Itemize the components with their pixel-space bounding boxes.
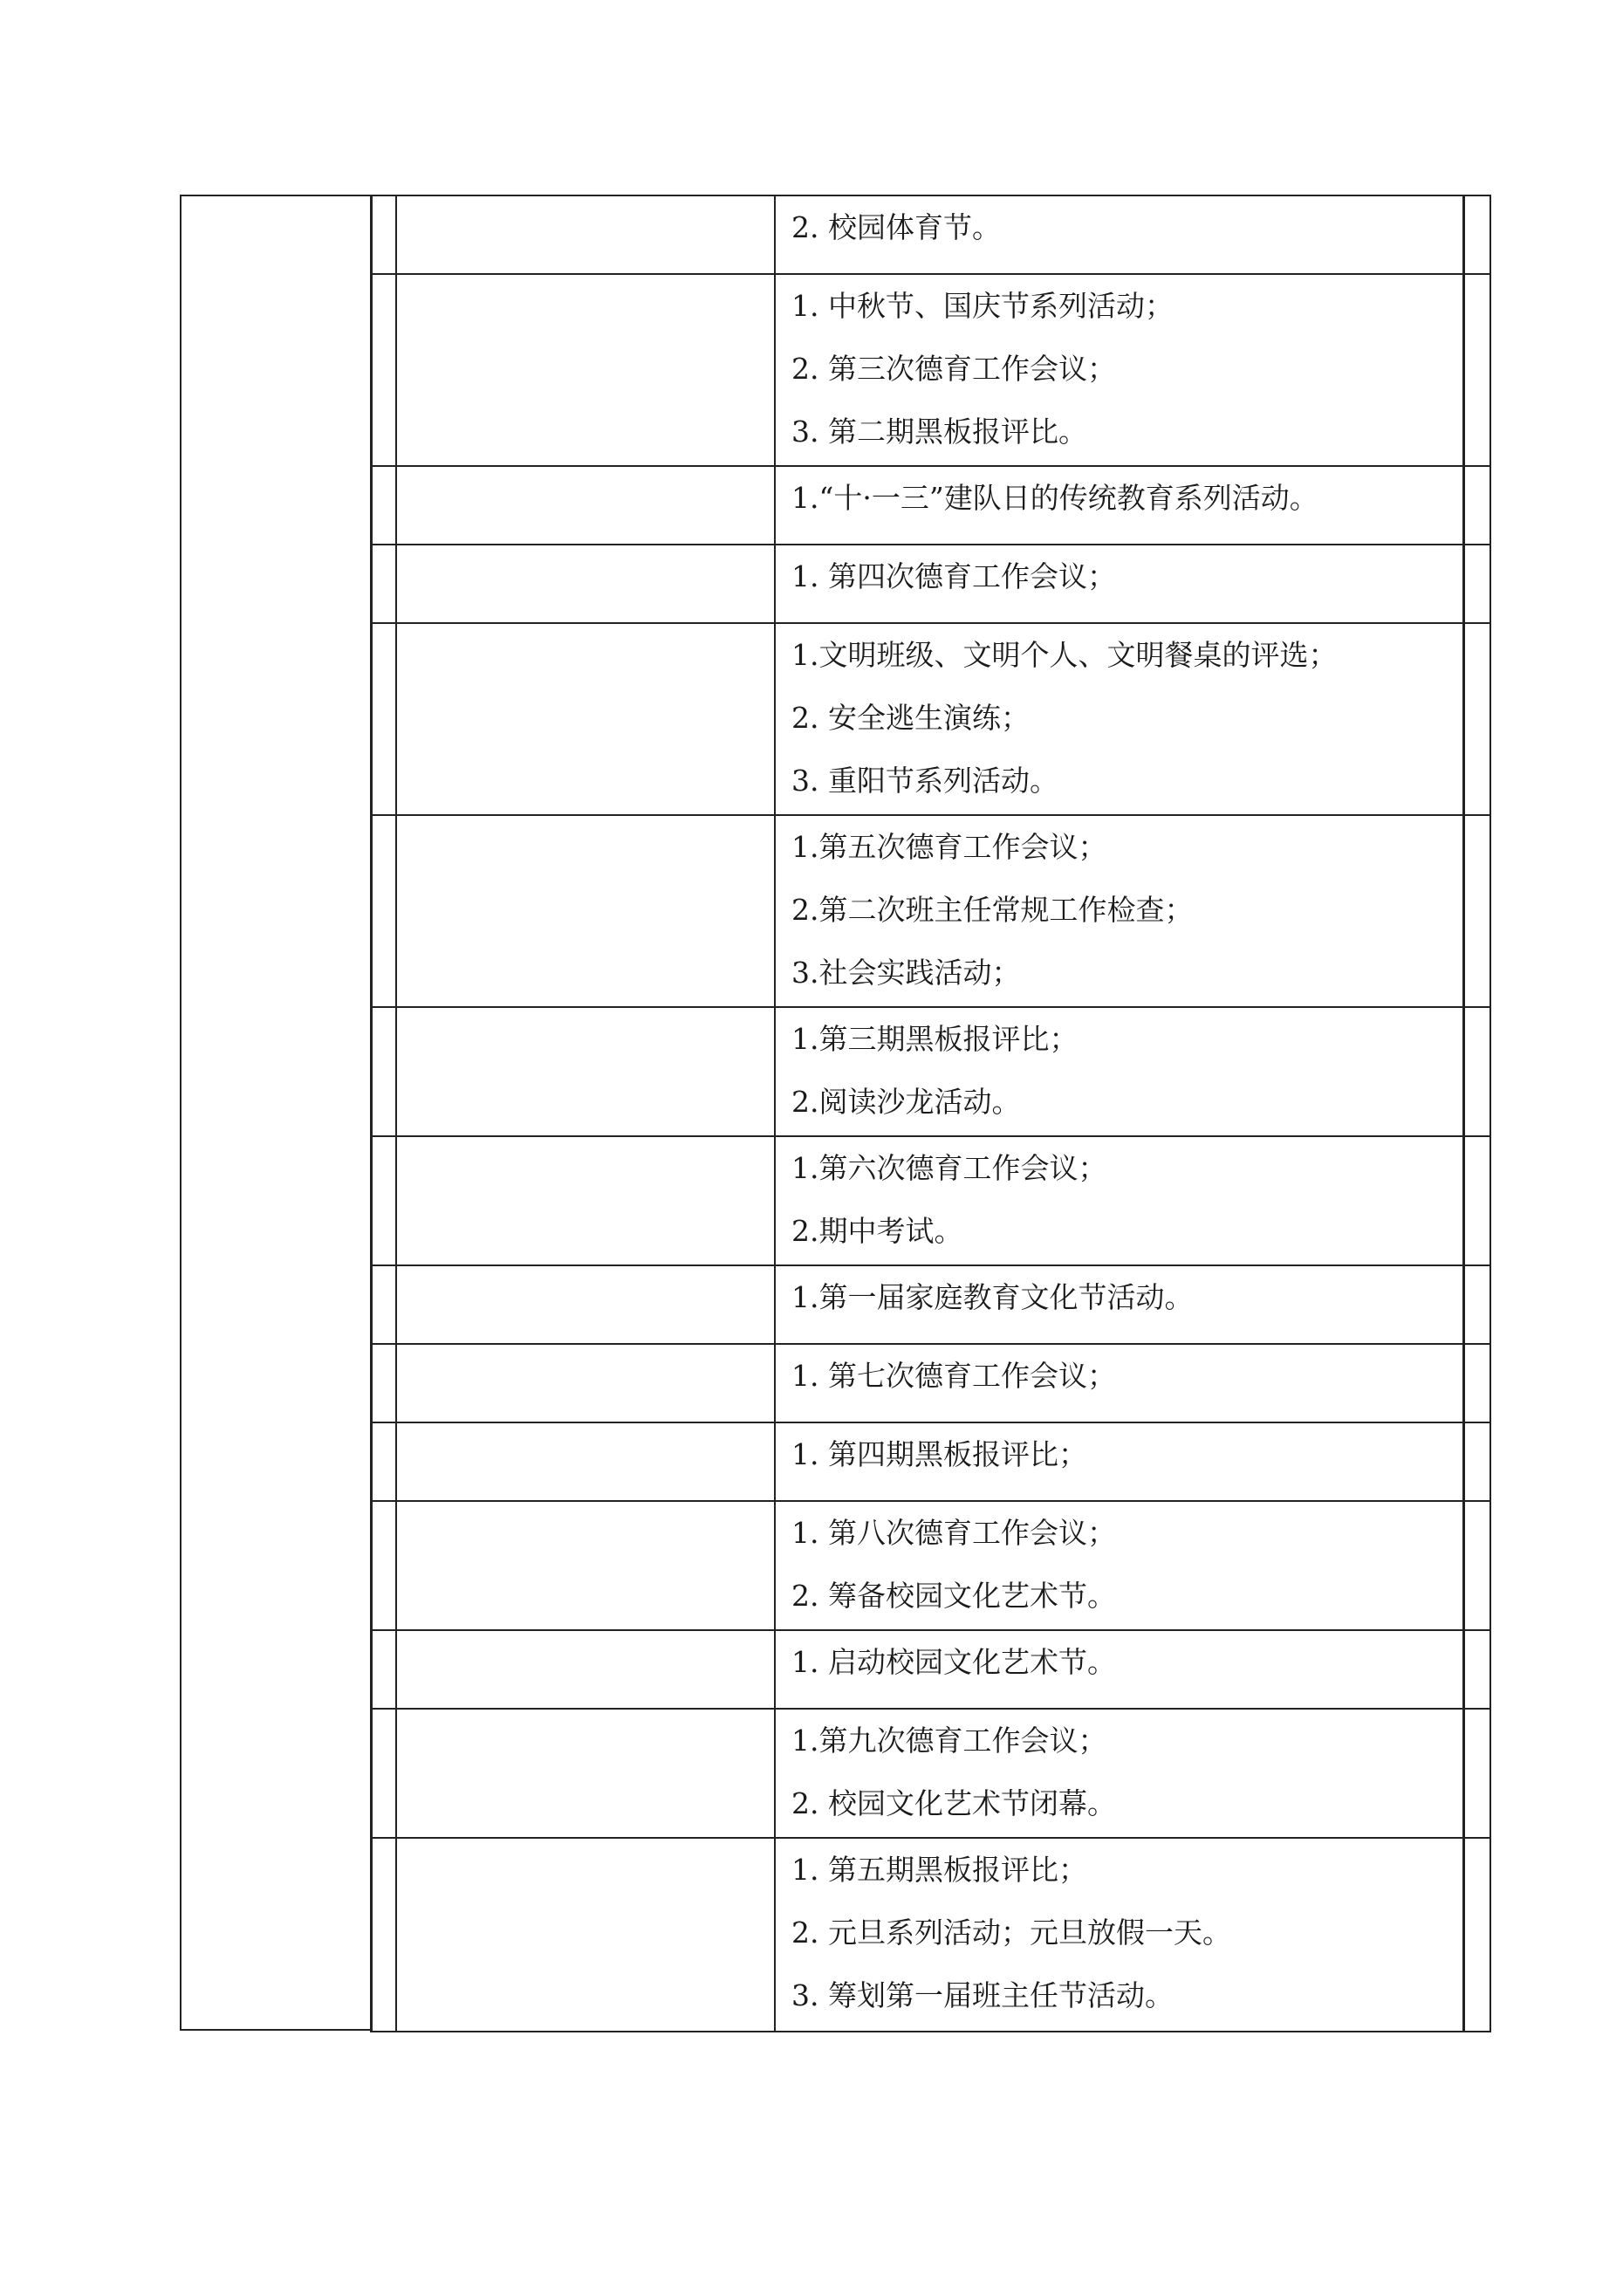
row-narrow-cell <box>372 466 397 545</box>
row-activity-cell <box>775 1344 1464 1422</box>
row-narrow-cell <box>372 1265 397 1344</box>
row-activity-cell <box>775 1422 1464 1501</box>
row-date-cell <box>396 466 775 545</box>
row-date-cell <box>396 1344 775 1422</box>
activity-item: 2. 校园文化艺术节闭幕。 <box>791 1786 1116 1820</box>
table-row <box>372 545 1491 623</box>
table-row <box>372 1501 1491 1630</box>
row-activity-cell <box>775 1265 1464 1344</box>
row-date-cell <box>396 623 775 815</box>
activity-item: 2. 筹备校园文化艺术节。 <box>791 1579 1116 1613</box>
row-narrow-cell <box>372 815 397 1007</box>
row-date-cell <box>396 815 775 1007</box>
activity-item: 1. 第五期黑板报评比； <box>791 1853 1087 1887</box>
activity-item: 1.第九次德育工作会议； <box>791 1724 1107 1758</box>
row-activity-cell <box>775 466 1464 545</box>
row-date-cell <box>396 1422 775 1501</box>
row-date-cell <box>396 1709 775 1838</box>
row-narrow-cell <box>372 545 397 623</box>
activity-item: 2. 第三次德育工作会议； <box>791 352 1116 386</box>
row-narrow-cell <box>372 1709 397 1838</box>
row-activity-cell <box>775 1136 1464 1265</box>
activity-item: 1.第五次德育工作会议； <box>791 830 1107 864</box>
row-date-cell <box>396 195 775 274</box>
activity-item: 1.文明班级、文明个人、文明餐桌的评选； <box>791 638 1338 672</box>
table-row <box>372 623 1491 815</box>
row-edge-cell <box>1464 1630 1491 1709</box>
row-edge-cell <box>1464 815 1491 1007</box>
table-row <box>372 195 1491 274</box>
table-row <box>372 815 1491 1007</box>
row-date-cell <box>396 1265 775 1344</box>
row-date-cell <box>396 1630 775 1709</box>
activity-item: 2. 校园体育节。 <box>791 210 1001 244</box>
activity-item: 1. 启动校园文化艺术节。 <box>791 1645 1116 1679</box>
activity-item: 1. 第七次德育工作会议； <box>791 1359 1116 1393</box>
row-narrow-cell <box>372 1422 397 1501</box>
row-activity-cell <box>775 1838 1464 2032</box>
row-edge-cell <box>1464 1422 1491 1501</box>
row-date-cell <box>396 1838 775 2032</box>
row-narrow-cell <box>372 1007 397 1136</box>
table-row <box>372 1709 1491 1838</box>
row-narrow-cell <box>372 1136 397 1265</box>
table-row <box>372 1265 1491 1344</box>
left-merged-cell <box>180 195 370 2031</box>
row-narrow-cell <box>372 1501 397 1630</box>
row-date-cell <box>396 1501 775 1630</box>
activity-item: 2. 元旦系列活动；元旦放假一天。 <box>791 1916 1231 1950</box>
activity-item: 2.第二次班主任常规工作检查； <box>791 893 1194 927</box>
row-activity-cell <box>775 623 1464 815</box>
row-activity-cell <box>775 815 1464 1007</box>
row-date-cell <box>396 545 775 623</box>
table-row <box>372 1630 1491 1709</box>
row-edge-cell <box>1464 195 1491 274</box>
row-activity-cell <box>775 274 1464 466</box>
row-edge-cell <box>1464 274 1491 466</box>
activity-item: 1.第三期黑板报评比； <box>791 1022 1079 1056</box>
table-row <box>372 1344 1491 1422</box>
row-activity-cell <box>775 1501 1464 1630</box>
table-row <box>372 1136 1491 1265</box>
table-row <box>372 1838 1491 2032</box>
row-narrow-cell <box>372 1344 397 1422</box>
row-edge-cell <box>1464 1344 1491 1422</box>
activity-item: 1. 第四期黑板报评比； <box>791 1437 1087 1471</box>
row-date-cell <box>396 1136 775 1265</box>
row-date-cell <box>396 1007 775 1136</box>
row-edge-cell <box>1464 1501 1491 1630</box>
activity-item: 3.社会实践活动； <box>791 956 1021 990</box>
activity-item: 1.第六次德育工作会议； <box>791 1151 1107 1185</box>
table-row <box>372 1007 1491 1136</box>
row-edge-cell <box>1464 545 1491 623</box>
activity-item: 1.第一届家庭教育文化节活动。 <box>791 1280 1194 1314</box>
row-narrow-cell <box>372 195 397 274</box>
row-narrow-cell <box>372 274 397 466</box>
activity-item: 1.“十·一三”建队日的传统教育系列活动。 <box>791 481 1318 515</box>
table-row <box>372 274 1491 466</box>
row-narrow-cell <box>372 1838 397 2032</box>
table-row <box>372 1422 1491 1501</box>
activity-item: 1. 第八次德育工作会议； <box>791 1516 1116 1550</box>
row-edge-cell <box>1464 1838 1491 2032</box>
row-narrow-cell <box>372 1630 397 1709</box>
row-activity-cell <box>775 545 1464 623</box>
row-narrow-cell <box>372 623 397 815</box>
row-activity-cell <box>775 195 1464 274</box>
row-edge-cell <box>1464 466 1491 545</box>
row-edge-cell <box>1464 1007 1491 1136</box>
row-activity-cell <box>775 1630 1464 1709</box>
row-edge-cell <box>1464 623 1491 815</box>
row-date-cell <box>396 274 775 466</box>
row-activity-cell <box>775 1709 1464 1838</box>
activity-item: 1. 中秋节、国庆节系列活动； <box>791 289 1174 323</box>
activity-item: 3. 筹划第一届班主任节活动。 <box>791 1978 1174 2012</box>
activity-item: 2.阅读沙龙活动。 <box>791 1085 1021 1119</box>
activity-item: 2. 安全逃生演练； <box>791 701 1030 735</box>
row-edge-cell <box>1464 1136 1491 1265</box>
table-row <box>372 466 1491 545</box>
schedule-table <box>370 195 1491 2032</box>
activity-item: 1. 第四次德育工作会议； <box>791 559 1116 593</box>
row-activity-cell <box>775 1007 1464 1136</box>
activity-item: 3. 第二期黑板报评比。 <box>791 415 1087 449</box>
row-edge-cell <box>1464 1709 1491 1838</box>
activity-item: 2.期中考试。 <box>791 1214 963 1248</box>
activity-item: 3. 重阳节系列活动。 <box>791 764 1058 798</box>
row-edge-cell <box>1464 1265 1491 1344</box>
